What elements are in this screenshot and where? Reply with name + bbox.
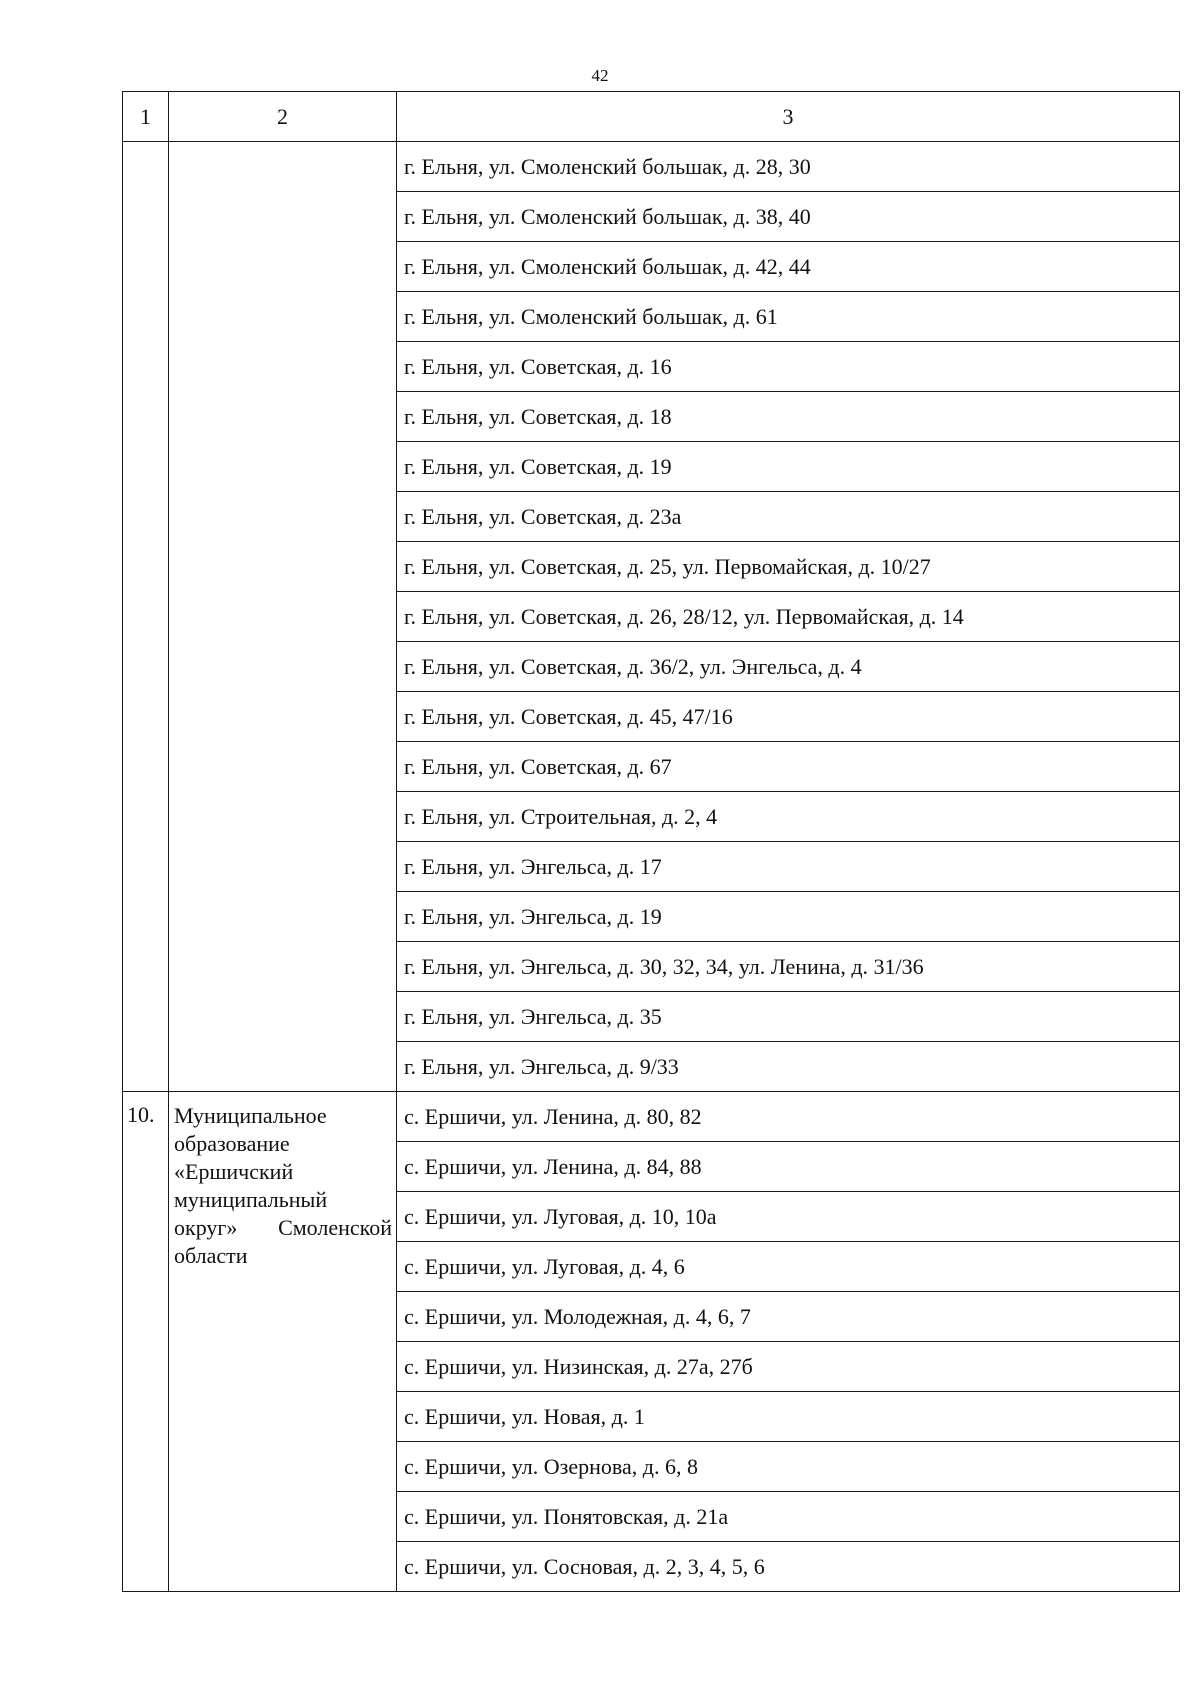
address-cell: с. Ершичи, ул. Луговая, д. 4, 6 (397, 1242, 1180, 1292)
municipality-name: Муниципальное образование «Ершичский муниципальный округ» Смоленской области (169, 1092, 397, 1592)
address-cell: г. Ельня, ул. Энгельса, д. 9/33 (397, 1042, 1180, 1092)
address-cell: г. Ельня, ул. Советская, д. 45, 47/16 (397, 692, 1180, 742)
page-number: 42 (591, 66, 609, 85)
address-cell: г. Ельня, ул. Энгельса, д. 30, 32, 34, ул. Ленина, д. 31/36 (397, 942, 1180, 992)
address-cell: с. Ершичи, ул. Луговая, д. 10, 10а (397, 1192, 1180, 1242)
address-cell: г. Ельня, ул. Советская, д. 36/2, ул. Энгельса, д. 4 (397, 642, 1180, 692)
section-number: 10. (123, 1092, 169, 1592)
address-table (122, 91, 1180, 1592)
header-col-2: 2 (169, 92, 397, 142)
municipality-name (169, 142, 397, 1092)
table-row (123, 142, 1180, 192)
section-number (123, 142, 169, 1092)
address-cell: с. Ершичи, ул. Новая, д. 1 (397, 1392, 1180, 1442)
address-cell: г. Ельня, ул. Советская, д. 25, ул. Первомайская, д. 10/27 (397, 542, 1180, 592)
address-cell: г. Ельня, ул. Смоленский большак, д. 38, 40 (397, 192, 1180, 242)
address-cell: г. Ельня, ул. Смоленский большак, д. 28, 30 (397, 142, 1180, 192)
table-header-row (123, 92, 1180, 142)
address-cell: г. Ельня, ул. Советская, д. 23а (397, 492, 1180, 542)
address-cell: г. Ельня, ул. Строительная, д. 2, 4 (397, 792, 1180, 842)
address-cell: г. Ельня, ул. Советская, д. 67 (397, 742, 1180, 792)
address-cell: с. Ершичи, ул. Молодежная, д. 4, 6, 7 (397, 1292, 1180, 1342)
address-cell: с. Ершичи, ул. Ленина, д. 84, 88 (397, 1142, 1180, 1192)
address-cell: г. Ельня, ул. Смоленский большак, д. 42, 44 (397, 242, 1180, 292)
address-cell: с. Ершичи, ул. Озернова, д. 6, 8 (397, 1442, 1180, 1492)
address-cell: г. Ельня, ул. Советская, д. 19 (397, 442, 1180, 492)
address-cell: г. Ельня, ул. Советская, д. 18 (397, 392, 1180, 442)
address-cell: г. Ельня, ул. Советская, д. 16 (397, 342, 1180, 392)
header-col-1: 1 (123, 92, 169, 142)
address-cell: г. Ельня, ул. Советская, д. 26, 28/12, ул. Первомайская, д. 14 (397, 592, 1180, 642)
table-body (123, 92, 1180, 1592)
address-cell: с. Ершичи, ул. Сосновая, д. 2, 3, 4, 5, 6 (397, 1542, 1180, 1592)
table-row (123, 1092, 1180, 1142)
address-cell: г. Ельня, ул. Энгельса, д. 17 (397, 842, 1180, 892)
address-cell: с. Ершичи, ул. Ленина, д. 80, 82 (397, 1092, 1180, 1142)
address-cell: г. Ельня, ул. Энгельса, д. 19 (397, 892, 1180, 942)
address-cell: г. Ельня, ул. Энгельса, д. 35 (397, 992, 1180, 1042)
address-cell: с. Ершичи, ул. Низинская, д. 27а, 27б (397, 1342, 1180, 1392)
address-cell: г. Ельня, ул. Смоленский большак, д. 61 (397, 292, 1180, 342)
address-cell: с. Ершичи, ул. Понятовская, д. 21а (397, 1492, 1180, 1542)
header-col-3: 3 (397, 92, 1180, 142)
